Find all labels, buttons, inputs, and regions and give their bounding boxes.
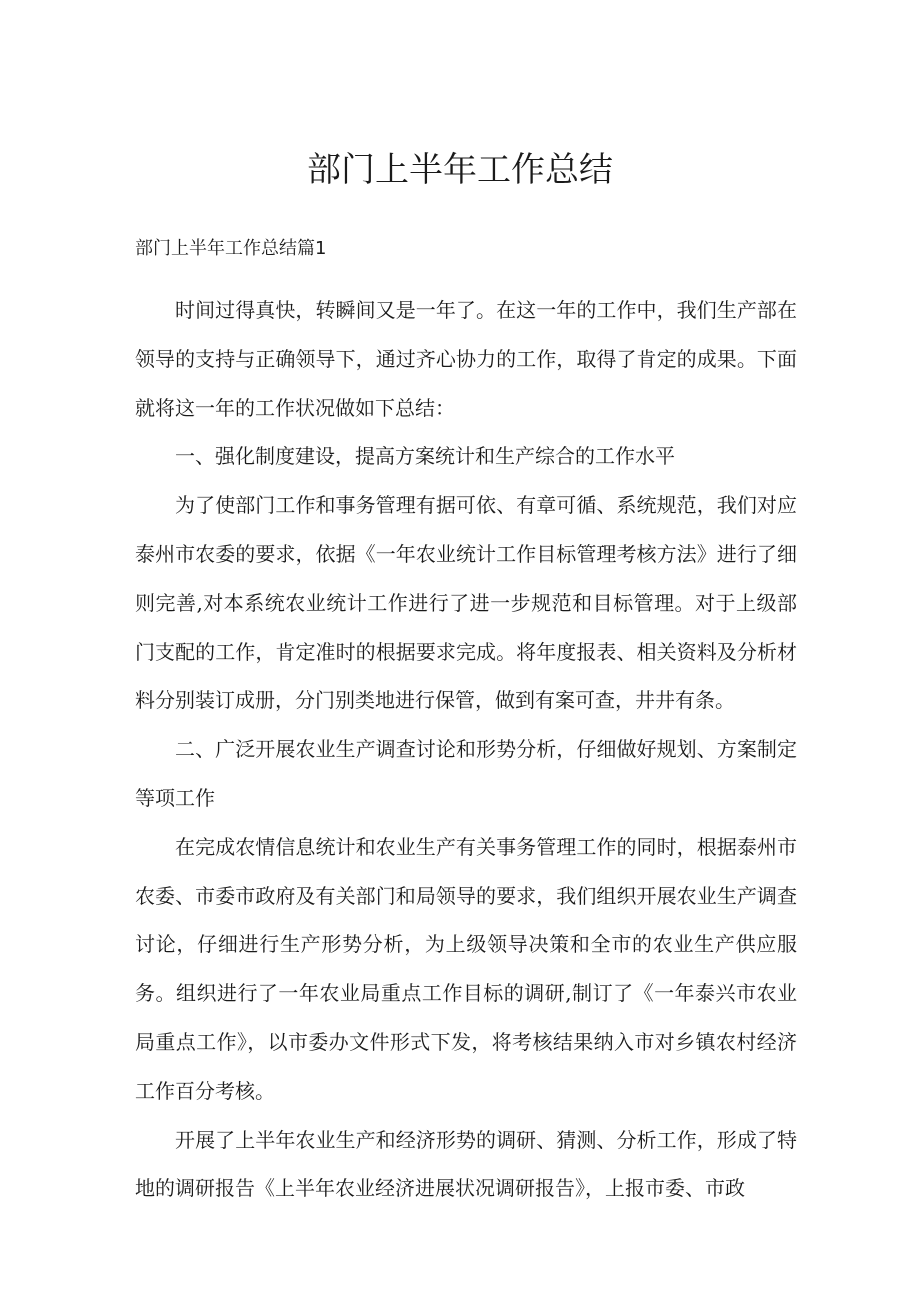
heading-section-2: 二、广泛开展农业生产调查讨论和形势分析，仔细做好规划、方案制定等项工作 xyxy=(135,737,797,810)
paragraph-section-2-b: 开展了上半年农业生产和经济形势的调研、猜测、分析工作，形成了特地的调研报告《上半年农业经济进展状况调研报告》，上报市委、市政 xyxy=(135,1127,797,1201)
section-subtitle: 部门上半年工作总结篇1 xyxy=(135,238,327,259)
paragraph-section-2-a: 在完成农情信息统计和农业生产有关事务管理工作的同时，根据泰州市农委、市委市政府及有关部门和局领导的要求，我们组织开展农业生产调查讨论，仔细进行生产形势分析，为上级领导决策和全市的农业生产供应服务。组织进行了一年农业局重点工作目标的调研,制订了《一年泰兴市农业局重点工作》，以市委办文件形式下发，将考核结果纳入市对乡镇农村经济工作百分考核。 xyxy=(135,834,797,1103)
paragraph-section-1: 为了使部门工作和事务管理有据可依、有章可循、系统规范，我们对应泰州市农委的要求，依据《一年农业统计工作目标管理考核方法》进行了细则完善,对本系统农业统计工作进行了进一步规范和目标管理。对于上级部门支配的工作，肯定准时的根据要求完成。将年度报表、相关资料及分析材料分别装订成册，分门别类地进行保管，做到有案可查，井井有条。 xyxy=(135,493,797,713)
document-title: 部门上半年工作总结 xyxy=(307,150,613,190)
paragraph-intro: 时间过得真快，转瞬间又是一年了。在这一年的工作中，我们生产部在领导的支持与正确领导下，通过齐心协力的工作，取得了肯定的成果。下面就将这一年的工作状况做如下总结： xyxy=(135,298,797,420)
document-body xyxy=(135,286,797,1213)
heading-section-1: 一、强化制度建设，提高方案统计和生产综合的工作水平 xyxy=(175,444,675,469)
